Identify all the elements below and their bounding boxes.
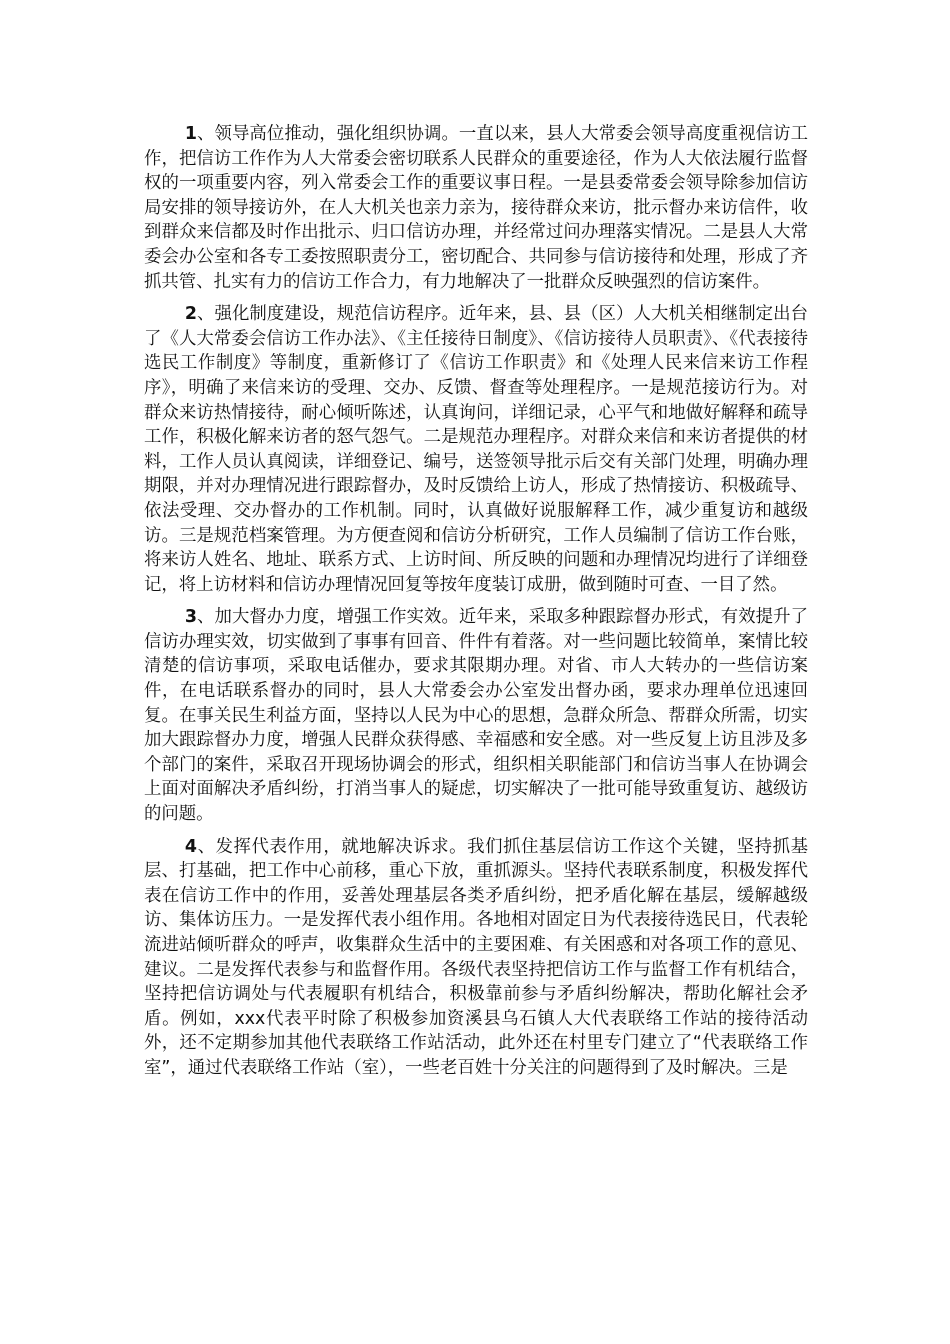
- paragraph-text: 、领导高位推动，强化组织协调。一直以来，县人大常委会领导高度重视信访工作，把信访工作作为人大常委会密切联系人民群众的重要途径，作为人大依法履行监督权的一项重要内容，列入常委会工作的重要议事日程。一是县委常委会领导除参加信访局安排的领导接访外，在人大机关也亲力亲为，接待群众来访，批示督办来访信件，收到群众来信都及时作出批示、归口信访办理，并经常过问办理落实情况。二是县人大常委会办公室和各专工委按照职责分工，密切配合、共同参与信访接待和处理，形成了齐抓共管、扎实有力的信访工作合力，有力地解决了一批群众反映强烈的信访案件。: [144, 124, 808, 292]
- paragraph-number: 2: [184, 304, 197, 325]
- paragraph-text: 、加大督办力度，增强工作实效。近年来，采取多种跟踪督办形式，有效提升了信访办理实效，切实做到了事事有回音、件件有着落。对一些问题比较简单，案情比较清楚的信访事项，采取电话催办，要求其限期办理。对省、市人大转办的一些信访案件，在电话联系督办的同时，县人大常委会办公室发出督办函，要求办理单位迅速回复。在事关民生利益方面，坚持以人民为中心的思想，急群众所急、帮群众所需，切实加大跟踪督办力度，增强人民群众获得感、幸福感和安全感。对一些反复上访且涉及多个部门的案件，采取召开现场协调会的形式，组织相关职能部门和信访当事人在协调会上面对面解决矛盾纠纷，打消当事人的疑虑，切实解决了一批可能导致重复访、越级访的问题。: [144, 607, 808, 825]
- paragraph-text: 、发挥代表作用，就地解决诉求。我们抓住基层信访工作这个关键，坚持抓基层、打基础，把工作中心前移，重心下放，重抓源头。坚持代表联系制度，积极发挥代表在信访工作中的作用，妥善处理基层各类矛盾纠纷，把矛盾化解在基层，缓解越级访、集体访压力。一是发挥代表小组作用。各地相对固定日为代表接待选民日，代表轮流进站倾听群众的呼声，收集群众生活中的主要困难、有关困惑和对各项工作的意见、建议。二是发挥代表参与和监督作用。各级代表坚持把信访工作与监督工作有机结合，坚持把信访调处与代表履职有机结合，积极靠前参与矛盾纠纷解决，帮助化解社会矛盾。例如，xxx代表平时除了积极参加资溪县乌石镇人大代表联络工作站的接待活动外，还不定期参加其他代表联络工作站活动，此外还在村里专门建立了“代表联络工作室”，通过代表联络工作站（室），一些老百姓十分关注的问题得到了及时解决。三是: [144, 836, 808, 1078]
- paragraph-4: [144, 835, 808, 1081]
- paragraph-number: 3: [184, 607, 197, 628]
- paragraph-text: 、强化制度建设，规范信访程序。近年来，县、县（区）人大机关相继制定出台了《人大常委会信访工作办法》、《主任接待日制度》、《信访接待人员职责》、《代表接待选民工作制度》等制度，重新修订了《信访工作职责》和《处理人民来信来访工作程序》，明确了来信来访的受理、交办、反馈、督查等处理程序。一是规范接访行为。对群众来访热情接待，耐心倾听陈述，认真询问，详细记录，心平气和地做好解释和疏导工作，积极化解来访者的怒气怨气。二是规范办理程序。对群众来信和来访者提供的材料，工作人员认真阅读，详细登记、编号，送签领导批示后交有关部门处理，明确办理期限，并对办理情况进行跟踪督办，及时反馈给上访人，形成了热情接访、积极疏导、依法受理、交办督办的工作机制。同时，认真做好说服解释工作，减少重复访和越级访。三是规范档案管理。为方便查阅和信访分析研究，工作人员编制了信访工作台账，将来访人姓名、地址、联系方式、上访时间、所反映的问题和办理情况均进行了详细登记，将上访材料和信访办理情况回复等按年度装订成册，做到随时可查、一目了然。: [144, 304, 808, 595]
- document-body: [144, 122, 808, 1089]
- paragraph-number: 4: [184, 836, 197, 857]
- paragraph-3: [144, 605, 808, 826]
- paragraph-2: [144, 302, 808, 597]
- paragraph-1: [144, 122, 808, 294]
- paragraph-number: 1: [184, 124, 197, 144]
